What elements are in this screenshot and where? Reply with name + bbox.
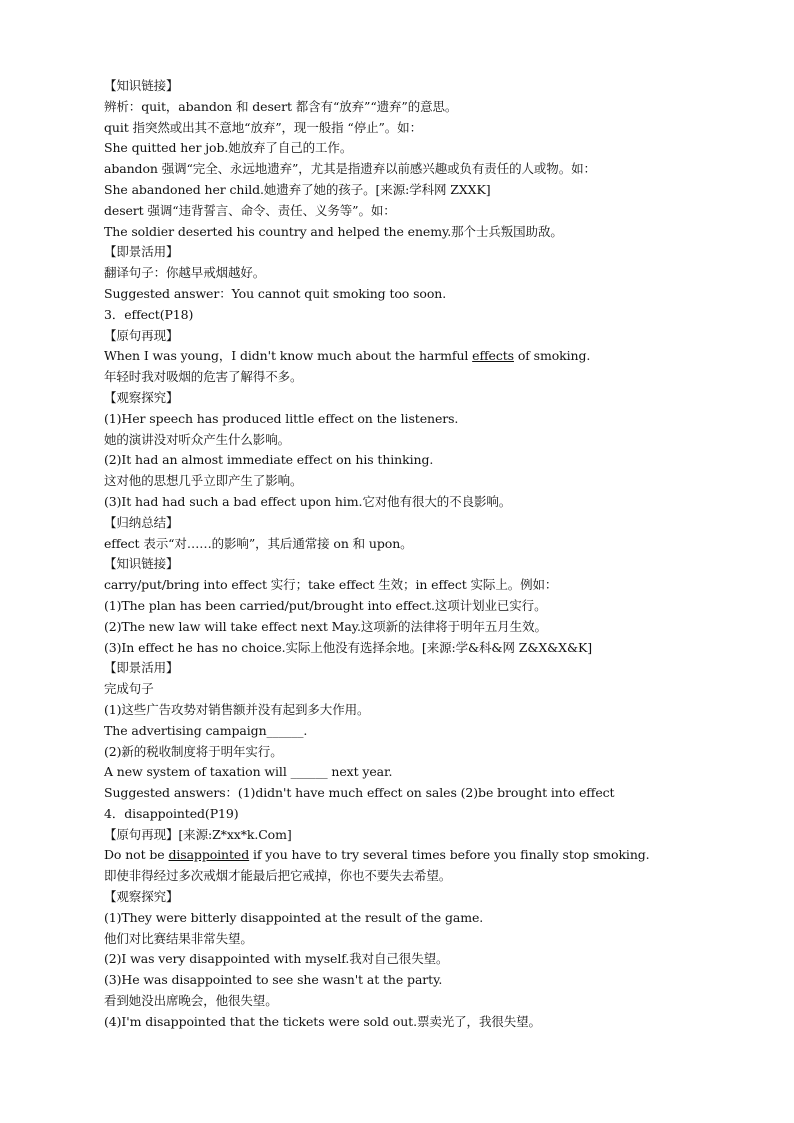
text-line: (2)I was very disappointed with myself.我对自己很失望。 — [104, 951, 449, 967]
text-line: 这对他的思想几乎立即产生了影响。 — [104, 473, 303, 489]
text-segment: When I was young，I didn't know much about the harmful — [104, 348, 473, 364]
text-line: abandon 强调“完全、永远地遗弃”，尤其是指遗弃以前感兴趣或负有责任的人或物。如： — [104, 161, 596, 177]
text-line: desert 强调“违背誓言、命令、责任、义务等”。如： — [104, 202, 396, 218]
text-line: 看到她没出席晚会，他很失望。 — [104, 993, 278, 1009]
text-line: 辨析：quit，abandon 和 desert 都含有“放弃”“遗弃”的意思。 — [104, 98, 458, 114]
text-line: carry/put/bring into effect 实行；take effect 生效；in effect 实际上。例如： — [104, 577, 558, 593]
text-line: Suggested answers：(1)didn't have much effect on sales (2)be brought into effect — [104, 785, 615, 801]
text-line: 他们对比赛结果非常失望。 — [104, 930, 253, 946]
text-line: A new system of taxation will ______ next year. — [104, 764, 393, 780]
text-line: 翻译句子：你越早戒烟越好。 — [104, 265, 266, 281]
text-line: (3)It had had such a bad effect upon him.它对他有很大的不良影响。 — [104, 493, 512, 509]
text-line — [104, 845, 704, 866]
text-line: 【知识链接】 — [104, 556, 179, 572]
text-line: (3)He was disappointed to see she wasn't at the party. — [104, 972, 443, 988]
underlined-word: effects — [472, 348, 514, 364]
text-line: 完成句子 — [104, 681, 154, 697]
text-segment: if you have to try several times before you finally stop smoking. — [249, 847, 650, 863]
text-line: (1)They were bitterly disappointed at the result of the game. — [104, 909, 484, 925]
text-line: 【原句再现】[来源:Z*xx*k.Com] — [104, 826, 292, 842]
text-line: 【归纳总结】 — [104, 514, 179, 530]
text-line: effect 表示“对……的影响”，其后通常接 on 和 upon。 — [104, 535, 413, 551]
text-line: 【原句再现】 — [104, 327, 179, 343]
text-line: (1)The plan has been carried/put/brought into effect.这项计划业已实行。 — [104, 597, 547, 613]
underlined-word: disappointed — [168, 847, 250, 863]
text-line: 【观察探究】 — [104, 389, 179, 405]
text-line: (4)I'm disappointed that the tickets were sold out.票卖光了，我很失望。 — [104, 1013, 541, 1029]
text-line: The soldier deserted his country and helped the enemy.那个士兵叛国助敌。 — [104, 223, 563, 239]
text-line: The advertising campaign______. — [104, 722, 308, 738]
text-line: (2)It had an almost immediate effect on his thinking. — [104, 452, 434, 468]
text-segment: of smoking. — [513, 348, 591, 364]
text-line: (3)In effect he has no choice.实际上他没有选择余地。[来源:学&科&网 Z&X&X&K] — [104, 639, 593, 655]
text-line: 【即景活用】 — [104, 660, 179, 676]
text-line: (1)这些广告攻势对销售额并没有起到多大作用。 — [104, 701, 370, 717]
text-line: Suggested answer：You cannot quit smoking too soon. — [104, 285, 447, 301]
text-line: She quitted her job.她放弃了自己的工作。 — [104, 140, 353, 156]
text-line: 年轻时我对吸烟的危害了解得不多。 — [104, 369, 303, 385]
text-line: She abandoned her child.她遗弃了她的孩子。[来源:学科网 ZXXK] — [104, 181, 491, 197]
text-line: 3．effect(P18) — [104, 306, 194, 322]
text-line: (2)The new law will take effect next May.这项新的法律将于明年五月生效。 — [104, 618, 547, 634]
text-line: quit 指突然或出其不意地“放弃”，现一般指 “停止”。如： — [104, 119, 422, 135]
text-line: 4．disappointed(P19) — [104, 805, 239, 821]
text-line: 【即景活用】 — [104, 244, 179, 260]
text-line: 即使非得经过多次戒烟才能最后把它戒掉，你也不要失去希望。 — [104, 868, 452, 884]
text-line — [104, 346, 704, 367]
document-page — [104, 76, 704, 1033]
text-segment: Do not be — [104, 847, 169, 863]
text-line: 【知识链接】 — [104, 78, 179, 93]
text-line: 她的演讲没对听众产生什么影响。 — [104, 431, 291, 447]
text-line: 【观察探究】 — [104, 889, 179, 905]
text-line: (2)新的税收制度将于明年实行。 — [104, 743, 283, 759]
text-line: (1)Her speech has produced little effect on the listeners. — [104, 410, 459, 426]
